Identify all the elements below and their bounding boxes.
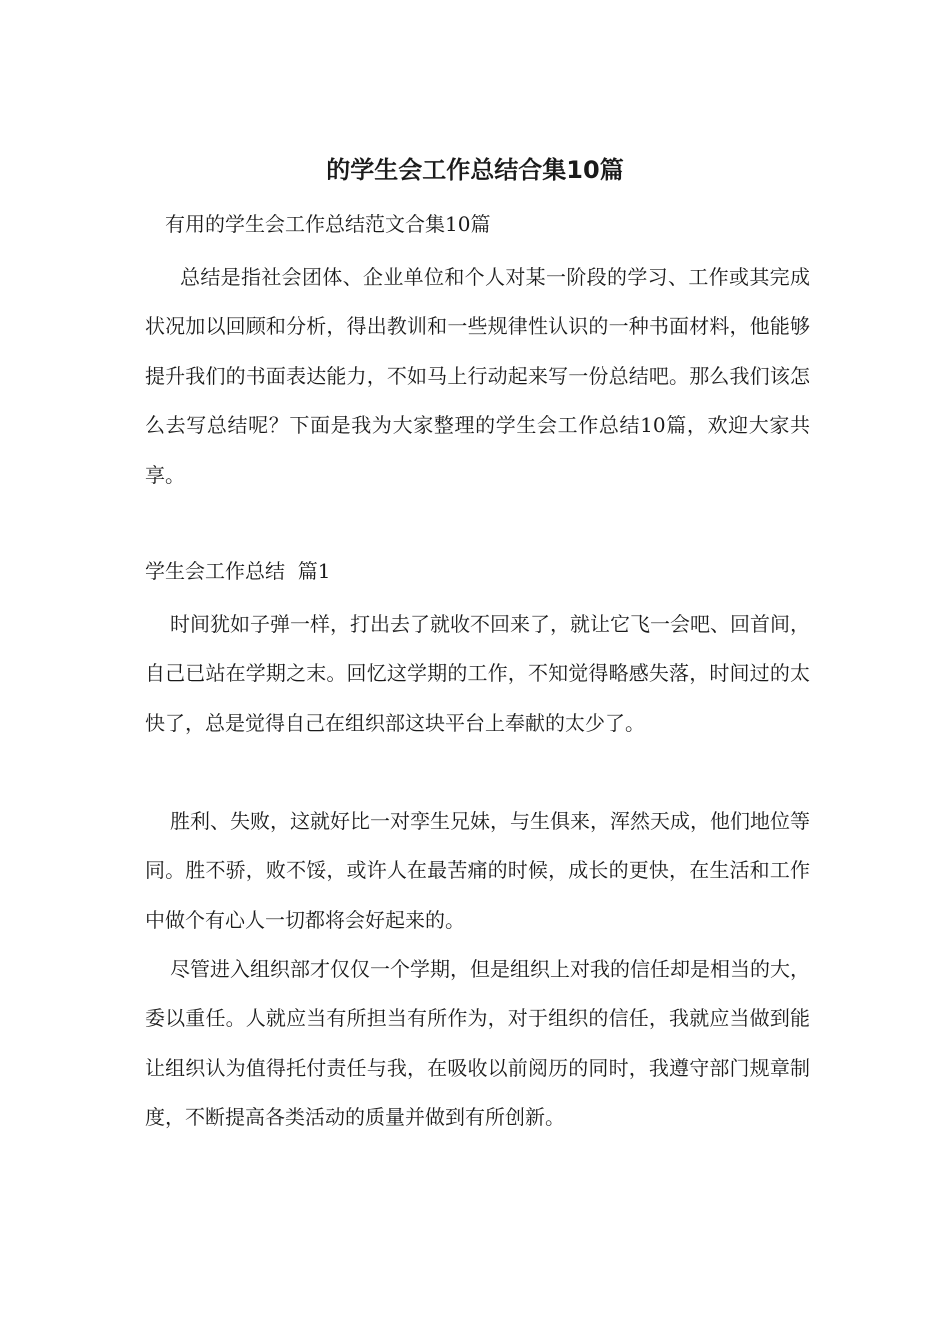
document-title: 的学生会工作总结合集10篇 bbox=[326, 156, 624, 184]
section-heading: 学生会工作总结 篇1 bbox=[145, 559, 331, 583]
document-subtitle: 有用的学生会工作总结范文合集10篇 bbox=[165, 212, 491, 236]
intro-paragraph: 总结是指社会团体、企业单位和个人对某一阶段的学习、工作或其完成状况加以回顾和分析，得出教训和一些规律性认识的一种书面材料，他能够提升我们的书面表达能力，不如马上行动起来写一份总结吧。那么我们该怎么去写总结呢？下面是我为大家整理的学生会工作总结10篇，欢迎大家共享。 bbox=[145, 265, 810, 487]
body-paragraph-1: 时间犹如子弹一样，打出去了就收不回来了，就让它飞一会吧、回首间，自己已站在学期之末。回忆这学期的工作，不知觉得略感失落，时间过的太快了，总是觉得自己在组织部这块平台上奉献的太少了。 bbox=[145, 612, 810, 735]
body-paragraph-3: 尽管进入组织部才仅仅一个学期，但是组织上对我的信任却是相当的大，委以重任。人就应当有所担当有所作为，对于组织的信任，我就应当做到能让组织认为值得托付责任与我，在吸收以前阅历的同时，我遵守部门规章制度，不断提高各类活动的质量并做到有所创新。 bbox=[145, 957, 810, 1130]
body-paragraph-2: 胜利、失败，这就好比一对孪生兄妹，与生俱来，浑然天成，他们地位等同。胜不骄，败不馁，或许人在最苦痛的时候，成长的更快，在生活和工作中做个有心人一切都将会好起来的。 bbox=[145, 809, 810, 932]
